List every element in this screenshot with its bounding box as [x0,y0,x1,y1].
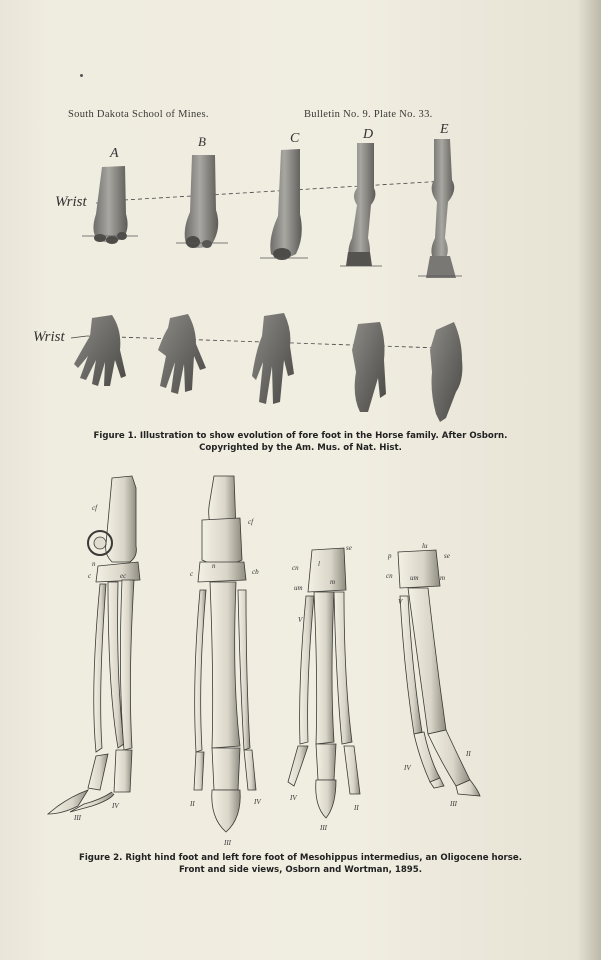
wrist-tick-bottom [71,336,87,338]
figure2-caption-line1: Figure 2. Right hind foot and left fore foot of Mesohippus intermedius, an Oligocene horse. [78,853,523,863]
figure1-caption-line1: Figure 1. Illustration to show evolution of fore foot in the Horse family. After Osborn. [93,431,508,441]
bone-label: III [224,839,231,847]
bone-label: c [88,572,92,580]
letter-b: B [198,134,206,149]
bone-label: II [466,750,471,758]
bone-label: cf [248,518,254,526]
figure2-caption-line2: Front and side views, Osborn and Wortman, 1895. [178,865,423,875]
bone-label: cn [292,564,299,572]
bone-label: um [410,574,419,582]
hand-c [252,313,294,404]
bone-label: cb [252,568,259,576]
bone-label: ec [120,572,127,580]
bone-label: IV [112,802,119,810]
bone-label: m [440,574,446,582]
bone-label: n [212,562,216,570]
hand-a [74,315,126,386]
bone-label: V [298,616,303,624]
hand-e [430,322,462,422]
bone-label: se [444,552,450,560]
wrist-label-top: Wrist [55,194,87,210]
wrist-label-bottom: Wrist [33,329,65,345]
horse-leg-b [176,155,228,248]
figure1-caption [0,430,601,454]
bone-label: se [346,544,352,552]
bone-label: III [450,800,457,808]
bone-label: IV [404,764,411,772]
letter-c: C [290,131,300,146]
bone-label: p [388,552,392,560]
figure2-caption [0,852,601,876]
bone-label: n [92,560,96,568]
letter-d: D [363,127,374,142]
bone-label: II [190,800,195,808]
bone-label: l [318,560,320,568]
bone-label: II [354,804,359,812]
figure1-column-letters [109,122,449,161]
figure1-caption-line2: Copyrighted by the Am. Mus. of Nat. Hist. [199,443,402,453]
bone-label: IV [254,798,261,806]
header-institution: South Dakota School of Mines. [68,109,209,120]
bone-label: V [398,598,403,606]
bone-label: c [190,570,194,578]
bone-label: lu [422,542,428,550]
bone-label: cf [92,504,98,512]
bone-label: III [320,824,327,832]
horse-leg-d [340,143,382,266]
header-bulletin-plate: Bulletin No. 9. Plate No. 33. [304,109,433,120]
skeleton-fore-side [398,550,480,796]
skeleton-hind-front [194,476,256,832]
horse-leg-a [82,166,138,244]
bone-label: um [294,584,303,592]
bone-label: m [330,578,336,586]
skeleton-hind-side [48,476,140,814]
letter-a: A [110,146,119,161]
horse-leg-e [418,139,462,278]
bone-label: IV [290,794,297,802]
bone-label: cn [386,572,393,580]
hand-d [352,322,386,412]
hand-b [158,314,206,394]
bone-label: III [74,814,81,822]
letter-e: E [440,122,449,137]
horse-leg-c [260,149,308,260]
